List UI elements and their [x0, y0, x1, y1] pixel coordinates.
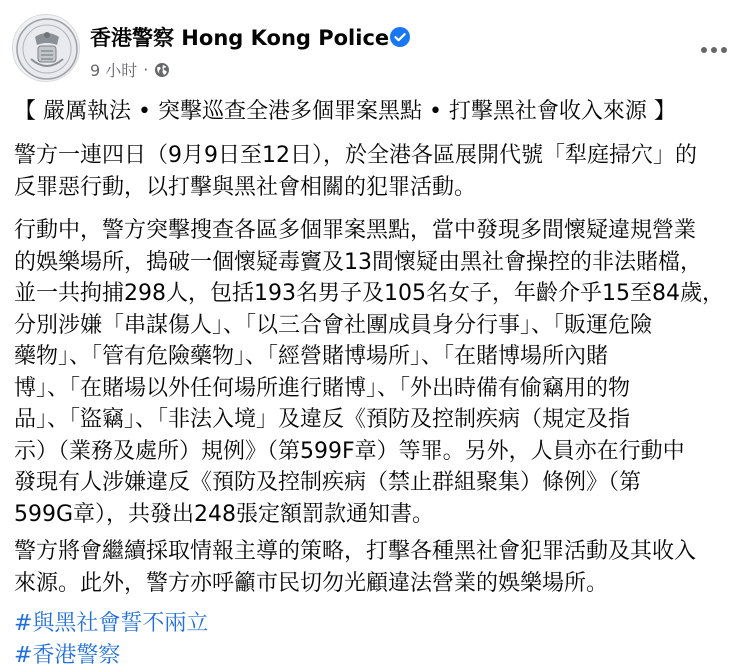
text-line: 來源。此外，警方亦呼籲市民切勿光顧違法營業的娛樂場所。	[14, 570, 609, 596]
text-line: 反罪惡行動，以打擊與黑社會相關的犯罪活動。	[14, 174, 477, 200]
text-line: 599G章），共發出248張定額罰款通知書。	[14, 501, 435, 527]
post-header	[0, 0, 750, 92]
text-line: 品」、「盜竊」、「非法入境」及違反《預防及控制疾病（規定及指	[14, 407, 631, 432]
hashtag-list	[14, 608, 208, 671]
text-line: 藥物」、「管有危險藥物」、「經營賭博場所」、「在賭博場所內賭	[14, 344, 609, 369]
page-avatar[interactable]	[12, 14, 80, 82]
post-title: 【 嚴厲執法 • 突擊巡查全港多個罪案黑點 • 打擊黑社會收入來源 】	[14, 99, 676, 124]
globe-icon[interactable]	[154, 62, 170, 78]
post-timestamp[interactable]: 9 小时	[90, 61, 138, 80]
page-name[interactable]: 香港警察 Hong Kong Police	[90, 26, 390, 50]
text-line: 發現有人涉嫌違反《預防及控制疾病（禁止群組聚集）條例》（第	[14, 470, 642, 495]
paragraph-3	[14, 536, 744, 599]
paragraph-1	[14, 140, 744, 203]
verified-badge-icon	[390, 27, 410, 47]
hashtag-link[interactable]: #與黑社會誓不兩立	[14, 611, 209, 636]
meta-separator: ·	[143, 60, 149, 79]
post-meta	[90, 58, 170, 81]
hashtag-link[interactable]: #香港警察	[14, 642, 121, 668]
text-line: 行動中，警方突擊搜查各區多個罪案黑點，當中發現多間懷疑違規營業	[14, 218, 697, 243]
text-line: 博」、「在賭場以外任何場所進行賭博」、「外出時備有偷竊用的物	[14, 375, 631, 401]
text-line: 警方將會繼續採取情報主導的策略，打擊各種黑社會犯罪活動及其收入	[14, 539, 697, 564]
post-body	[14, 96, 744, 668]
text-line: 分別涉嫌「串謀傷人」、「以三合會社團成員身分行事」、「販運危險	[14, 312, 653, 338]
more-dots-icon	[700, 46, 728, 54]
police-crest-logo	[13, 15, 80, 82]
more-options-button[interactable]	[696, 38, 732, 62]
paragraph-2	[14, 215, 744, 530]
text-line: 警方一連四日（9月9日至12日），於全港各區展開代號「犁庭掃穴」的	[14, 143, 697, 168]
text-line: 的娛樂場所，搗破一個懷疑毒竇及13間懷疑由黑社會操控的非法賭檔，	[14, 249, 702, 275]
text-line: 示）（業務及處所）規例》（第599F章）等罪。另外，人員亦在行動中	[14, 438, 685, 464]
text-line: 並一共拘捕298人，包括193名男子及105名女子，年齡介乎15至84歲，	[14, 281, 724, 306]
